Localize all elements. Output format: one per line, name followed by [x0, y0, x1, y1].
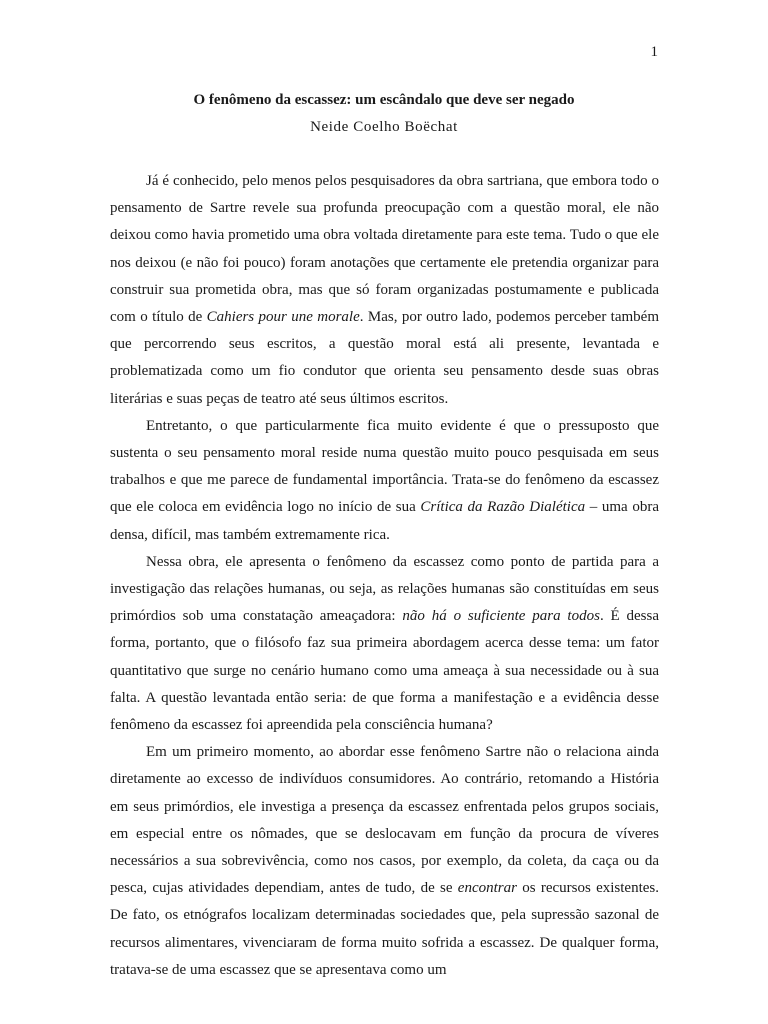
- paragraph: [110, 549, 659, 739]
- paragraph-text: . É dessa forma, portanto, que o filósofo faz sua primeira abordagem acerca desse tema: um fator quantitativo que surge no cenário humano como uma ameaça à sua necessidade ou à sua falta. A questão levantada então seria: de que forma a manifestação e a evidência desse fenômeno da escassez foi apreendida pela consciência humana?: [110, 608, 660, 734]
- paragraph-text: os recursos existentes. De fato, os etnógrafos localizam determinadas sociedades que, pela supressão sazonal de recursos alimentares, vivenciaram de forma muito sofrida a escassez. De qualquer forma, tratava-se de uma escassez que se apresentava como um: [110, 880, 659, 978]
- italic-text: Cahiers pour une morale: [206, 309, 360, 326]
- paragraph-text: Em um primeiro momento, ao abordar esse fenômeno Sartre não o relaciona ainda diretamente ao excesso de indivíduos consumidores. Ao contrário, retomando a História em seus primórdios, ele investiga a presença da escassez enfrentada pelos grupos sociais, em especial entre os nômades, que se deslocavam em função da procura de víveres necessários a sua sobrevivência, como nos casos, por exemplo, da coleta, da caça ou da pesca, cujas atividades dependiam, antes de tudo, de se: [110, 744, 659, 897]
- page-number: 1: [650, 44, 658, 60]
- paragraph-text: Nessa obra, ele apresenta o fenômeno da escassez como ponto de partida para a investigação das relações humanas, ou seja, as relações humanas são constituídas em seus primórdios sob uma constatação ameaçadora:: [110, 553, 659, 625]
- italic-text: Crítica da Razão Dialética: [420, 499, 586, 516]
- paragraph-text: – uma obra densa, difícil, mas também extremamente rica.: [110, 499, 659, 543]
- italic-text: encontrar: [457, 880, 517, 897]
- body-text: [110, 168, 659, 984]
- paragraph: [110, 739, 659, 984]
- paragraph-text: Já é conhecido, pelo menos pelos pesquisadores da obra sartriana, que embora todo o pensamento de Sartre revele sua profunda preocupação com a questão moral, ele não deixou como havia prometido uma obra voltada diretamente para este tema. Tudo o que ele nos deixou (e não foi pouco) foram anotações que certamente ele pretendia organizar para construir sua prometida obra, mas que só foram organizadas postumamente e publicada com o título de: [110, 173, 659, 326]
- paragraph-text: . Mas, por outro lado, podemos perceber também que percorrendo seus escritos, a questão moral está ali presente, levantada e problematizada como um fio condutor que orienta seu pensamento desde suas obras literárias e suas peças de teatro até seus últimos escritos.: [110, 309, 660, 407]
- italic-text: não há o suficiente para todos: [402, 608, 600, 625]
- document-title: O fenômeno da escassez: um escândalo que deve ser negado: [193, 92, 575, 108]
- paragraph-text: Entretanto, o que particularmente fica muito evidente é que o pressuposto que sustenta o seu pensamento moral reside numa questão muito pouco pesquisada em seus trabalhos e que me parece de fundamental importância. Trata-se do fenômeno da escassez que ele coloca em evidência logo no início de sua: [110, 417, 659, 516]
- paragraph: [110, 168, 659, 413]
- paragraph: [110, 413, 659, 549]
- author-name: Neide Coelho Boëchat: [310, 119, 458, 135]
